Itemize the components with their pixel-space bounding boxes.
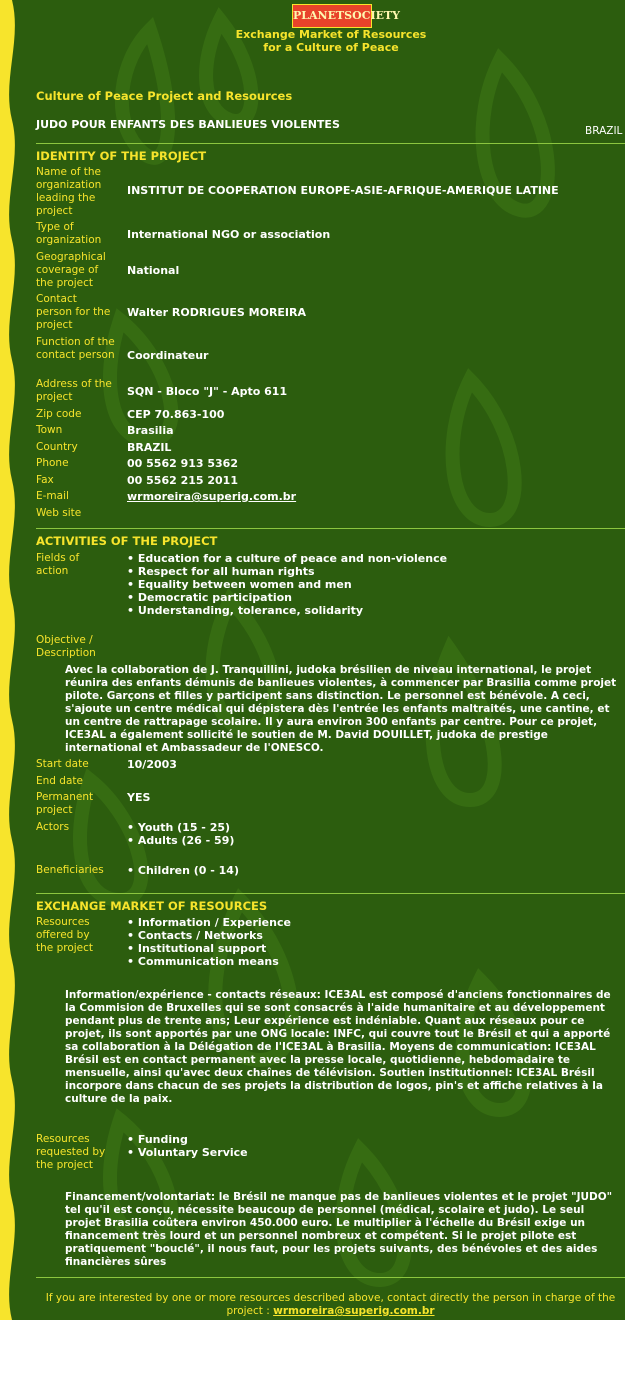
label-type: Type of organization — [36, 221, 102, 246]
beneficiaries-list — [127, 864, 239, 877]
list-item: • Respect for all human rights — [127, 565, 447, 578]
section-title: Culture of Peace Project and Resources — [36, 89, 293, 103]
label-objective: Objective / Description — [36, 634, 96, 659]
list-item: • Understanding, tolerance, solidarity — [127, 604, 447, 617]
actors-list — [127, 821, 234, 847]
requested-text: Financement/volontariat: le Brésil ne manque pas de banlieues violentes et le projet "JUDO" tel qu'il est conçu, nécessite beaucoup de personnel (médical, scolaire et judo). Le seul projet Brasilia coûtera environ 450.000 euro. Le multiplier à l'échelle du Brésil exige un financement très lourd et un personnel nombreux et compétent. Si le projet pilote est pratiquement "bouclé", il nous faut, pour les projets suivants, des bénévoles et des aides financières sûres — [65, 1191, 613, 1268]
fields-list — [127, 552, 447, 617]
offered-list — [127, 916, 291, 968]
list-item: • Children (0 - 14) — [127, 864, 239, 877]
value-address: SQN - Bloco "J" - Apto 611 — [127, 385, 288, 398]
label-organization: Name of the organization leading the project — [36, 166, 102, 217]
list-item: • Funding — [127, 1133, 248, 1146]
value-function: Coordinateur — [127, 349, 209, 362]
value-permanent: YES — [127, 791, 151, 804]
value-fax: 00 5562 215 2011 — [127, 474, 238, 487]
label-address: Address of the project — [36, 378, 112, 403]
divider — [36, 893, 625, 894]
list-item: • Information / Experience — [127, 916, 291, 929]
objective-text: Avec la collaboration de J. Tranquillini, judoka brésilien de niveau international, le projet réunira des enfants démunis de banlieues violentes, à commencer par Brasilia comme projet pilote. Garçons et filles y participent sans distinction. Le personnel est bénévole. A ceci, s'ajoute un centre médical qui dépistera dès l'entrée les enfants maltraités, une cantine, et un centre de rattrapage scolaire. Il y aura environ 300 enfants par centre. Pour ce projet, ICE3AL a également sollicité le soutien de M. David DOUILLET, judoka de prestige international et Ambassadeur de l'ONESCO. — [65, 664, 617, 754]
divider — [36, 1277, 625, 1278]
value-organization: INSTITUT DE COOPERATION EUROPE-ASIE-AFRIQUE-AMERIQUE LATINE — [127, 184, 559, 197]
value-contact: Walter RODRIGUES MOREIRA — [127, 306, 307, 319]
email-link[interactable]: wrmoreira@superig.com.br — [127, 490, 297, 503]
site-title-line1: Exchange Market of Resources — [235, 28, 427, 41]
yellow-wave-border — [0, 0, 30, 1320]
label-website: Web site — [36, 507, 82, 519]
list-item: • Voluntary Service — [127, 1146, 248, 1159]
list-item: • Communication means — [127, 955, 291, 968]
label-end-date: End date — [36, 775, 83, 787]
label-zip: Zip code — [36, 408, 82, 420]
site-title — [200, 28, 462, 54]
divider — [36, 528, 625, 529]
footer-contact — [36, 1292, 625, 1318]
list-item: • Equality between women and men — [127, 578, 447, 591]
label-start-date: Start date — [36, 758, 89, 770]
label-function: Function of the contact person — [36, 336, 115, 361]
footer-email-link[interactable]: wrmoreira@superig.com.br — [273, 1305, 435, 1317]
value-town: Brasilia — [127, 424, 174, 437]
list-item: • Contacts / Networks — [127, 929, 291, 942]
value-type: International NGO or association — [127, 228, 331, 241]
identity-heading: IDENTITY OF THE PROJECT — [36, 149, 207, 163]
list-item: • Education for a culture of peace and non-violence — [127, 552, 447, 565]
label-phone: Phone — [36, 457, 69, 469]
label-fax: Fax — [36, 474, 54, 486]
project-title: JUDO POUR ENFANTS DES BANLIEUES VIOLENTES — [36, 118, 340, 131]
label-actors: Actors — [36, 821, 70, 833]
activities-heading: ACTIVITIES OF THE PROJECT — [36, 534, 218, 548]
offered-text: Information/expérience - contacts réseaux: ICE3AL est composé d'anciens fonctionnaires de la Commision de Bruxelles qui se sont consacrés à l'aide humanitaire et au développement pendant plus de trente ans; Leur expérience est indéniable. Quant aux réseaux pour ce projet, ils sont apportés par une ONG locale: INFC, qui couvre tout le Brésil et qui a apporté sa collaboration à la Délégation de l'ICE3AL à Brasilia. Moyens de communication: ICE3AL Brésil est en contact permanent avec la presse locale, quotidienne, hebdomadaire te mensuelle, ainsi qu'avec deux chaînes de télévision. Soutien institutionnel: ICE3AL Brésil incorpore dans chacun de ses projets la distribution de logos, pin's et affiche relatives à la culture de la paix. — [65, 989, 611, 1105]
label-email: E-mail — [36, 490, 69, 502]
value-coverage: National — [127, 264, 180, 277]
value-zip: CEP 70.863-100 — [127, 408, 225, 421]
planetsociety-logo[interactable]: PLANETSOCIETY — [292, 4, 372, 28]
value-phone: 00 5562 913 5362 — [127, 457, 238, 470]
value-country: BRAZIL — [127, 441, 172, 454]
requested-list — [127, 1133, 248, 1159]
label-beneficiaries: Beneficiaries — [36, 864, 104, 876]
divider — [36, 143, 625, 144]
label-coverage: Geographical coverage of the project — [36, 251, 106, 289]
country-tag: BRAZIL — [585, 125, 623, 137]
list-item: • Youth (15 - 25) — [127, 821, 234, 834]
value-start-date: 10/2003 — [127, 758, 177, 771]
footer-text: If you are interested by one or more resources described above, contact directly the person in charge of the project : — [45, 1292, 616, 1317]
label-permanent: Permanent project — [36, 791, 94, 816]
exchange-heading: EXCHANGE MARKET OF RESOURCES — [36, 899, 268, 913]
list-item: • Institutional support — [127, 942, 291, 955]
label-fields: Fields of action — [36, 552, 80, 577]
label-contact: Contact person for the project — [36, 293, 111, 331]
list-item: • Democratic participation — [127, 591, 447, 604]
label-offered: Resources offered by the project — [36, 916, 94, 954]
label-town: Town — [36, 424, 63, 436]
label-country: Country — [36, 441, 78, 453]
site-title-line2: for a Culture of Peace — [263, 41, 399, 54]
label-requested: Resources requested by the project — [36, 1133, 106, 1171]
list-item: • Adults (26 - 59) — [127, 834, 234, 847]
